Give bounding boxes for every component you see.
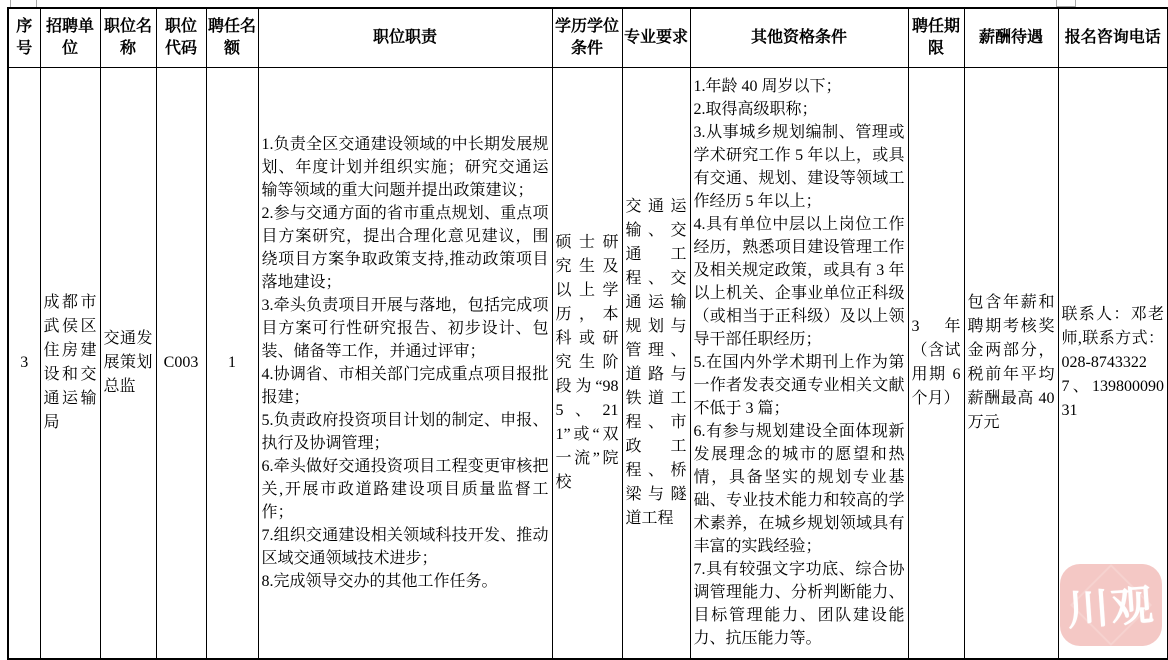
duty-item: 7.组织交通建设相关领域科技开发、推动区域交通领域技术进步； — [261, 526, 549, 567]
cell-other-conditions — [690, 68, 908, 659]
table-row — [8, 68, 1168, 659]
condition-item: 5.在国内外学术期刊上作为第一作者发表交通专业相关文献不低于 3 篇； — [693, 354, 905, 418]
cell-term: 3 年（含试用期 6 个月） — [908, 68, 964, 659]
cell-education: 硕士研究生及以上学历，本科或研究生阶段为“985、211”或“双一流”院校 — [552, 68, 622, 659]
cell-position-code: C003 — [156, 68, 206, 659]
cropped-row-artifact-right — [1056, 0, 1076, 7]
header-seq: 序号 — [8, 8, 40, 68]
cell-phone: 联系人：邓老师,联系方式：028-87433227、13980009031 — [1058, 68, 1168, 659]
duty-item: 2.参与交通方面的省市重点规划、重点项目方案研究，提出合理化意见建议，围绕项目方案争取政策支持,推动政策项目落地建设； — [261, 204, 549, 291]
cell-position-name: 交通发展策划总监 — [100, 68, 156, 659]
condition-item: 1.年龄 40 周岁以下； — [693, 78, 842, 96]
header-major: 专业要求 — [622, 8, 690, 68]
duty-item: 8.完成领导交办的其他工作任务。 — [261, 572, 498, 590]
watermark-text: 川观 — [1065, 582, 1157, 636]
header-education: 学历学位条件 — [552, 8, 622, 68]
header-other-conditions: 其他资格条件 — [690, 8, 908, 68]
chuanguan-watermark — [1060, 564, 1162, 646]
duty-item: 4.协调省、市相关部门完成重点项目报批报建； — [261, 365, 549, 406]
cell-duties — [258, 68, 552, 659]
duty-item: 5.负责政府投资项目计划的制定、申报、执行及协调管理； — [261, 411, 549, 452]
header-quota: 聘任名额 — [206, 8, 258, 68]
header-phone: 报名咨询电话 — [1058, 8, 1168, 68]
condition-item: 6.有参与规划建设全面体现新发展理念的城市的愿望和热情，具备坚实的规划专业基础、专业技术能力和较高的学术素养，在城乡规划领域具有丰富的实践经验； — [693, 423, 905, 556]
duty-item: 3.牵头负责项目开展与落地，包括完成项目方案可行性研究报告、初步设计、包装、储备等工作，并通过评审； — [261, 296, 549, 360]
header-employer: 招聘单位 — [40, 8, 100, 68]
header-duties: 职位职责 — [258, 8, 552, 68]
header-salary: 薪酬待遇 — [964, 8, 1058, 68]
condition-item: 4.具有单位中层以上岗位工作经历，熟悉项目建设管理工作及相关规定政策，或具有 3 年以上机关、企事业单位正科级（或相当于正科级）及以上领导干部任职经历； — [693, 216, 905, 349]
header-row — [8, 8, 1168, 68]
duty-item: 6.牵头做好交通投资项目工程变更审核把关,开展市政道路建设项目质量监督工作； — [261, 457, 549, 521]
condition-item: 2.取得高级职称； — [693, 101, 818, 119]
duty-item: 1.负责全区交通建设领域的中长期发展规划、年度计划并组织实施；研究交通运输等领域的重大问题并提出政策建议； — [261, 135, 549, 199]
header-term: 聘任期限 — [908, 8, 964, 68]
header-position-name: 职位名称 — [100, 8, 156, 68]
cell-major: 交通运输、交通工程、交通运输规划与管理、道路与铁道工程、市政工程、桥梁与隧道工程 — [622, 68, 690, 659]
cell-seq: 3 — [8, 68, 40, 659]
cell-employer: 成都市武侯区住房建设和交通运输局 — [40, 68, 100, 659]
recruitment-table — [7, 7, 1168, 660]
header-position-code: 职位代码 — [156, 8, 206, 68]
condition-item: 3.从事城乡规划编制、管理或学术研究工作 5 年以上，或具有交通、规划、建设等领域工作经历 5 年以上； — [693, 124, 905, 211]
cell-quota: 1 — [206, 68, 258, 659]
cell-salary: 包含年薪和聘期考核奖金两部分，税前年平均薪酬最高 40 万元 — [964, 68, 1058, 659]
condition-item: 7.具有较强文字功底、综合协调管理能力、分析判断能力、目标管理能力、团队建设能力、抗压能力等。 — [693, 561, 905, 648]
